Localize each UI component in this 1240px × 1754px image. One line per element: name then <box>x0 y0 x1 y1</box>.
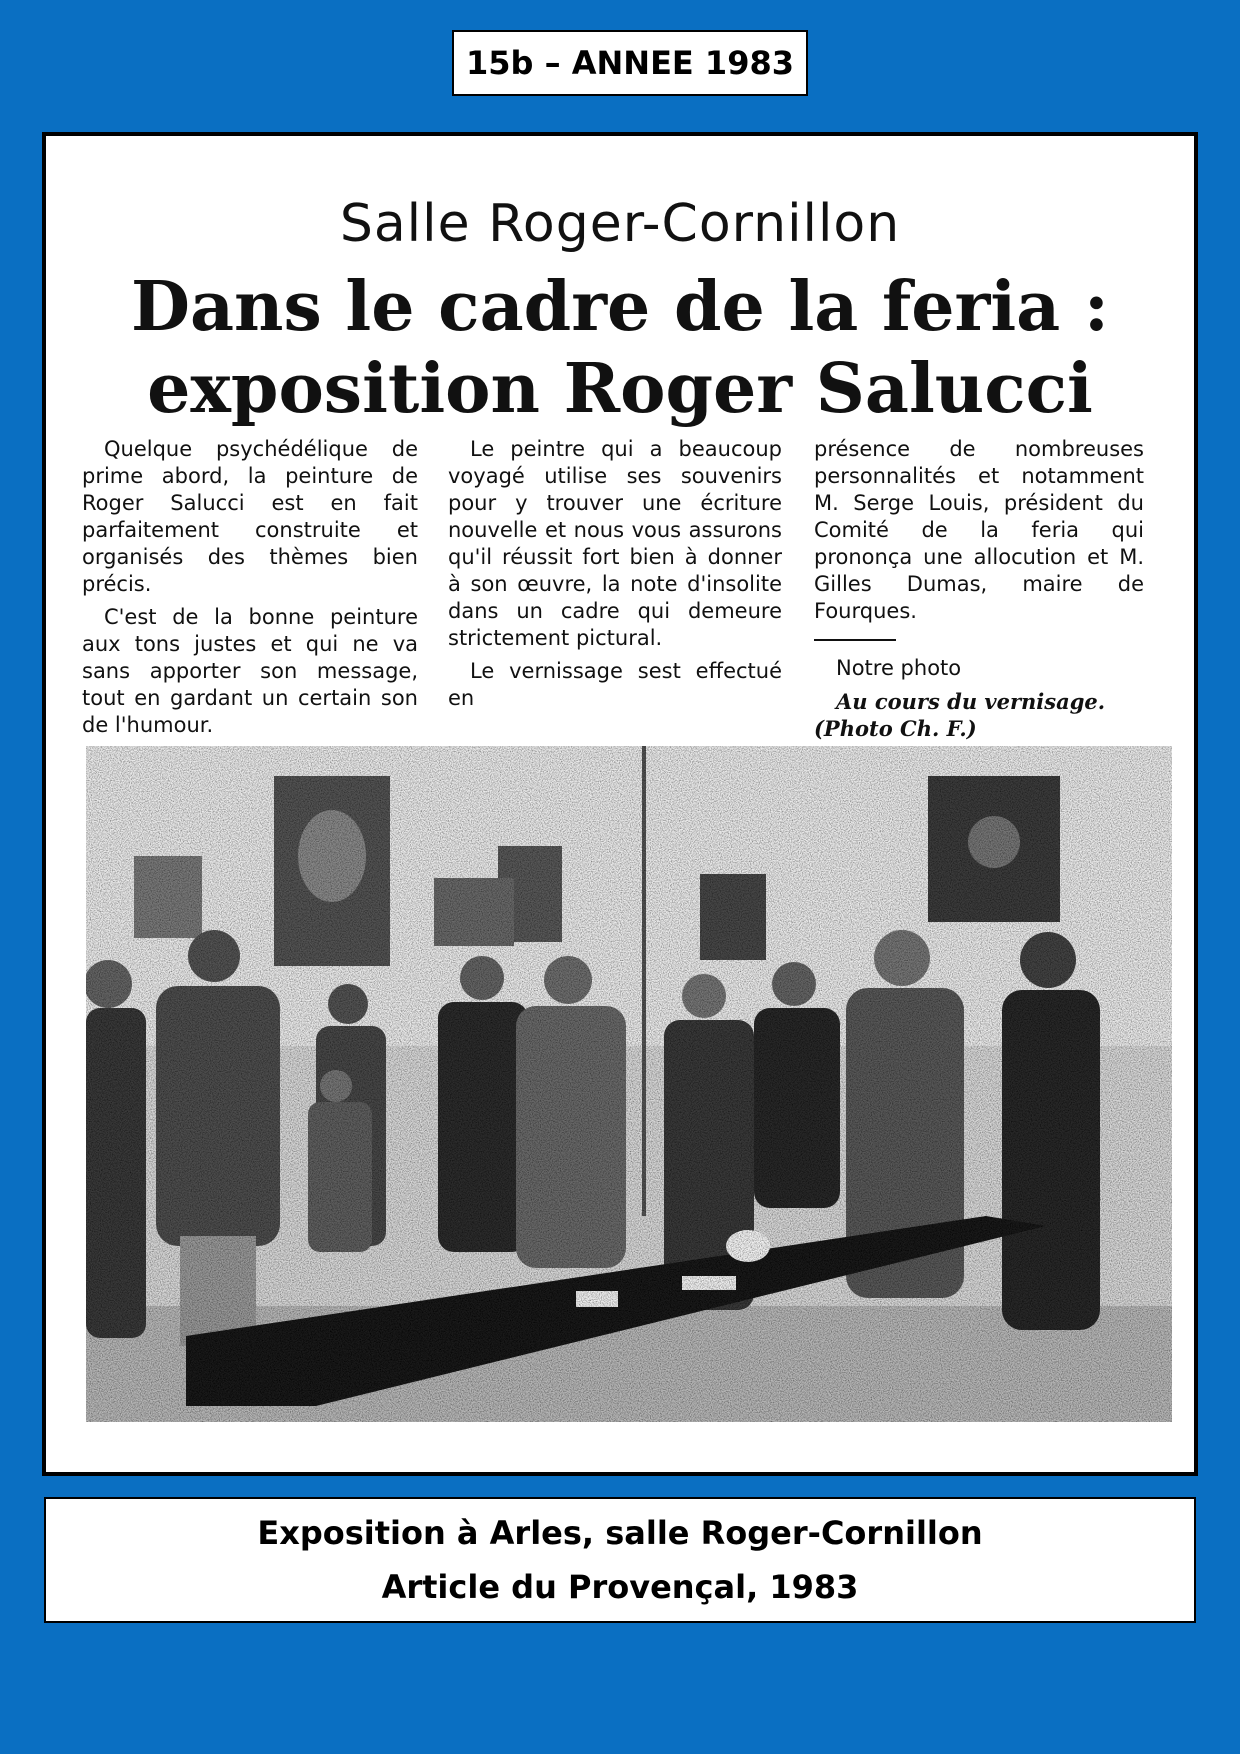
painting-5 <box>700 874 766 960</box>
column-1-paragraph-2: C'est de la bonne peinture aux tons justes et qui ne va sans apporter son message, tout en gardant un certain son de l'humour. <box>82 605 418 737</box>
caption-box <box>44 1497 1196 1623</box>
column-1-paragraph-1: Quelque psychédélique de prime abord, la peinture de Roger Salucci est en fait parfaitement construite et organisés des thèmes bien précis. <box>82 437 418 596</box>
column-2-paragraph-1: Le peintre qui a beaucoup voyagé utilise ses souvenirs pour y trouver une écriture nouvelle et nous vous assurons qu'il réussit fort bien à donner à son œuvre, la note d'insolite dans un cadre qui demeure strictement pictural. <box>448 437 782 650</box>
caption-divider <box>814 639 896 641</box>
vernissage-photo <box>86 746 1172 1422</box>
column-2-paragraph-2: Le vernissage sest effectué en <box>448 659 782 710</box>
caption-line-1: Exposition à Arles, salle Roger-Cornillon <box>257 1514 983 1552</box>
article-headline <box>46 266 1194 430</box>
page-title <box>452 30 808 96</box>
painting-6 <box>928 776 1060 922</box>
headline-line-2: exposition Roger Salucci <box>147 349 1093 429</box>
newspaper-clipping <box>42 132 1198 1476</box>
painting-4 <box>434 878 514 946</box>
headline-line-1: Dans le cadre de la feria : <box>130 267 1110 347</box>
painting-1 <box>134 856 202 938</box>
photo-label: Notre photo <box>836 656 962 680</box>
article-column-1 <box>82 436 418 745</box>
photo-caption: Au cours du vernisage. <box>836 689 1106 714</box>
article-kicker: Salle Roger-Cornillon <box>339 194 901 254</box>
caption-line-2: Article du Provençal, 1983 <box>381 1568 859 1606</box>
column-3-paragraph-1: présence de nombreuses personnalités et notamment M. Serge Louis, président du Comité de la feria qui prononça une allocution et M. Gilles Dumas, maire de Fourques. <box>814 437 1144 623</box>
page-title-text: 15b – ANNEE 1983 <box>466 44 794 82</box>
painting-2 <box>274 776 390 966</box>
article-column-3 <box>814 436 1144 748</box>
article-column-2 <box>448 436 782 718</box>
photo-credit: (Photo Ch. F.) <box>814 716 977 741</box>
